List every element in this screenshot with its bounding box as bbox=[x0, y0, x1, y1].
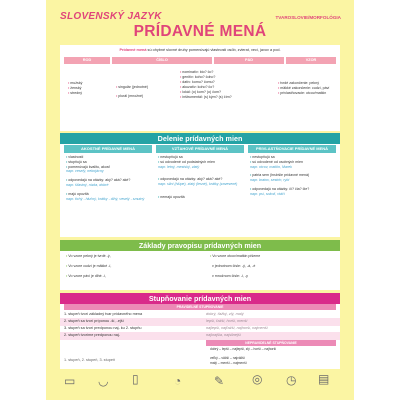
list-item: v množnom čísle: -i, -y bbox=[212, 273, 248, 278]
list-item: • odpovedajú na otázky: aký? aká? aké? bbox=[66, 178, 131, 183]
division-card bbox=[60, 133, 340, 237]
spelling-right bbox=[210, 254, 336, 278]
list-item: • akuzatív: koho? čo? bbox=[180, 85, 215, 89]
list-item: • genitív: koho? čoho? bbox=[180, 75, 216, 79]
list-item: • odpovedajú na otázky: čí? čia? čie? bbox=[250, 186, 310, 191]
list-item: • nestupňujú sa bbox=[250, 155, 275, 159]
list-item: v jednotnom čísle: -ý, -á, -é bbox=[212, 263, 256, 268]
list-item: • plurál (množné) bbox=[116, 94, 144, 98]
list-item: • stupňujú sa bbox=[66, 159, 87, 164]
clock-icon: ◷ bbox=[286, 373, 297, 387]
list-item: • ženský bbox=[68, 86, 82, 90]
list-item: • Vo vzore cudzí je mäkké -í, bbox=[66, 263, 112, 268]
list-item: • sú odvodené od osobných mien bbox=[250, 159, 304, 164]
notebook-icon: ▯ bbox=[132, 372, 139, 386]
list-item: napr. veselý, nebojácny bbox=[66, 169, 104, 174]
category-label: TVAROSLOVIE/MORFOLÓGIA bbox=[275, 15, 341, 20]
list-item: napr. otcov, matkin, Marek bbox=[250, 164, 292, 169]
subject-title: SLOVENSKÝ JAZYK bbox=[60, 11, 162, 22]
rod-list bbox=[68, 81, 82, 96]
pad-list bbox=[180, 70, 284, 100]
list-item: • lokál: (o) kom? (o) čom? bbox=[180, 90, 222, 94]
comparison-title: Stupňovanie prídavných mien bbox=[60, 293, 340, 304]
cislo-list bbox=[116, 85, 148, 99]
cup-icon: ◡ bbox=[98, 374, 109, 388]
list-item: • nemajú opozitá bbox=[158, 194, 185, 199]
division-title: Delenie prídavných mien bbox=[60, 133, 340, 144]
list-item: • stredný bbox=[68, 91, 83, 95]
irregular-header: NEPRAVIDELNÉ STUPŇOVANIE bbox=[206, 340, 336, 346]
list-item: • privlastňovacie: otcov/matkin bbox=[278, 91, 327, 95]
list-item: napr. psí, sokolí, vtáčí bbox=[250, 191, 285, 196]
footer-label: 1. stupeň, 2. stupeň, 3. stupeň bbox=[64, 358, 116, 362]
apple-icon: ◔ bbox=[174, 374, 182, 388]
table-header-vzor: VZOR bbox=[286, 57, 336, 64]
spelling-card bbox=[60, 240, 340, 290]
list-item: • Vo vzore páví je dlhé -í, bbox=[66, 273, 106, 278]
subheader-privlastnovacie: PRIVLASTŇOVACIE PRÍDAVNÉ MENÁ bbox=[248, 145, 336, 153]
list-item: • majú opozitá bbox=[66, 191, 89, 196]
comparison-card bbox=[60, 293, 340, 355]
list-item: • nominatív: kto? čo? bbox=[180, 70, 214, 74]
list-item: • vlastnosti bbox=[66, 155, 84, 159]
comparison-row: 2. stupeň tvoríme predponou naj- najkrajšia, najsilnejší bbox=[60, 332, 340, 340]
spelling-left bbox=[66, 254, 200, 278]
subheader-vztahove: VZŤAHOVÉ PRÍDAVNÉ MENÁ bbox=[156, 145, 244, 153]
list-item: • pomenúvajú kvalitu, akosť bbox=[66, 164, 110, 169]
list-item: • singulár (jednotné) bbox=[116, 85, 149, 89]
list-item: napr. letný, mestský, zlatý bbox=[158, 164, 200, 169]
division-col1 bbox=[66, 155, 152, 201]
comparison-row: 1. stupeň tvorí základný tvar prídavného mena dobrý, ťažký, zlý, malý bbox=[64, 312, 244, 316]
ruler-icon: ▤ bbox=[318, 372, 330, 386]
intro-text: Prídavné mená sú ohybné slovné druhy pomenúvajú vlastnosti osôb, zvierat, vecí, javov a pod. bbox=[119, 48, 281, 52]
irregular-list-2: veľký – väčší – najväčší malý – menší – najmenší bbox=[210, 356, 247, 365]
list-item: • mužský bbox=[68, 81, 83, 85]
table-header-cislo: ČÍSLO bbox=[112, 57, 212, 64]
comparison-row: 3. stupeň sa tvorí predponou naj- ku 2. stupňu najlepší, najťažší, najhorší, najmenší bbox=[64, 326, 268, 330]
list-item: • sú odvodené od podstatných mien bbox=[158, 159, 216, 164]
division-col2 bbox=[158, 155, 244, 200]
list-item: • Vo vzore otcov/matkin píšeme bbox=[210, 254, 261, 258]
list-item: napr. bratov, sestrin, rybí bbox=[250, 178, 290, 183]
pencil-icon: ✎ bbox=[214, 374, 225, 388]
ball-icon: ◎ bbox=[252, 372, 263, 386]
list-item: • inštrumentál: (s) kým? (s) čím? bbox=[180, 95, 232, 99]
list-item: • tvrdé zakončenie: pekný bbox=[278, 81, 320, 85]
vzor-list bbox=[278, 81, 340, 96]
division-col3 bbox=[250, 155, 336, 197]
poster bbox=[46, 0, 354, 400]
book-icon: ▭ bbox=[64, 374, 76, 388]
table-header-pad: PÁD bbox=[214, 57, 284, 64]
regular-header: PRAVIDELNÉ STUPŇOVANIE bbox=[64, 304, 336, 310]
list-item: • Vo vzore pekný je tvrdé -ý, bbox=[66, 254, 111, 258]
list-item: • datív: komu? čomu? bbox=[180, 80, 215, 84]
list-item: napr. šťastný, nízka, dobré bbox=[66, 182, 109, 187]
page-title: PRÍDAVNÉ MENÁ bbox=[133, 23, 267, 40]
list-item: napr. tichý - hlučný, krátky - dlhý, veselý - smutný bbox=[66, 196, 145, 201]
list-item: napr. silní (hlúpe), zlatý (lesné), krátky (zavesené) bbox=[158, 182, 238, 187]
list-item: • mäkké zakončenie: cudzí, páví bbox=[278, 86, 330, 90]
list-item: • nestupňujú sa bbox=[158, 155, 183, 159]
list-item: • odpovedajú na otázky: aký? aká? aké? bbox=[158, 177, 223, 182]
table-header-rod: ROD bbox=[64, 57, 110, 64]
irregular-list: dobrý – lepší – najlepší, zlý – horší – najhorší bbox=[210, 347, 277, 351]
categories-card bbox=[60, 45, 340, 131]
spelling-title: Základy pravopisu prídavných mien bbox=[60, 240, 340, 251]
subheader-akostne: AKOSTNÉ PRÍDAVNÉ MENÁ bbox=[64, 145, 152, 153]
list-item: • patria sem (hrubšie prídavné mená) bbox=[250, 173, 310, 178]
comparison-row: 2. stupeň sa tvorí príponou -ší, -ejší lepší, ťažší, horší, menší bbox=[60, 318, 340, 326]
